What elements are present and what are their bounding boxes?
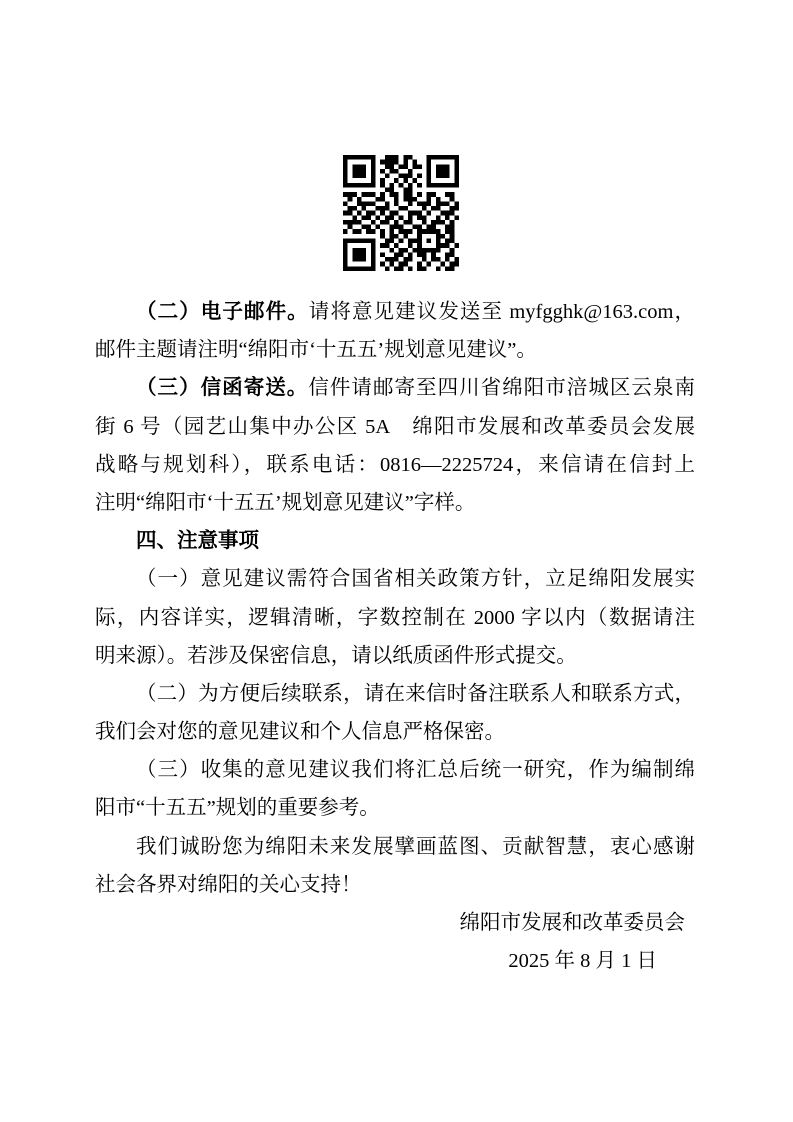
text-run: 2025 年 8 月 1 日	[508, 950, 657, 973]
text-line	[95, 675, 695, 713]
bold-text-run: （二）电子邮件。	[136, 300, 309, 323]
text-run: ，来信请在信封上	[513, 453, 695, 476]
heading-notes	[95, 522, 695, 560]
text-line	[95, 828, 695, 866]
signature-date	[95, 942, 695, 980]
text-line	[95, 599, 695, 637]
email-address: myfgghk@163.com	[509, 301, 674, 323]
text-run: ，	[673, 301, 695, 323]
text-run: 际，内容详实，逻辑清晰，字数控制在 2000 字以内（数据请注	[95, 606, 695, 629]
text-run: 注明“绵阳市‘十五五’规划意见建议”字样。	[95, 491, 476, 514]
text-line	[95, 446, 695, 484]
para-mail	[95, 369, 695, 522]
text-run: 我们会对您的意见建议和个人信息严格保密。	[95, 721, 505, 744]
text-line	[95, 522, 695, 560]
text-run: （一）意见建议需符合国省相关政策方针，立足绵阳发展实	[136, 568, 695, 591]
text-line	[95, 331, 695, 369]
text-run: 阳市“十五五”规划的重要参考。	[95, 797, 380, 820]
text-run: （三）收集的意见建议我们将汇总后统一研究，作为编制绵	[136, 759, 695, 782]
para-closing	[95, 828, 695, 904]
text-run: 明来源）。若涉及保密信息，请以纸质函件形式提交。	[95, 644, 577, 667]
text-line	[95, 560, 695, 598]
text-run: 邮件主题请注明“绵阳市‘十五五’规划意见建议”。	[95, 339, 537, 362]
text-line	[95, 293, 695, 331]
text-line	[95, 484, 695, 522]
text-run: 战略与规划科），联系电话：	[95, 453, 381, 476]
text-run: 社会各界对绵阳的关心支持！	[95, 873, 362, 896]
text-run: 绵阳市发展和改革委员会	[459, 912, 685, 934]
text-line	[95, 637, 695, 675]
text-line	[95, 904, 695, 942]
text-line	[95, 942, 695, 980]
phone-number: 0816—2225724	[380, 453, 514, 476]
qr-code-icon	[343, 155, 459, 271]
bold-text-run: 四、注意事项	[136, 529, 259, 553]
text-line	[95, 866, 695, 904]
text-run: 街 6 号（园艺山集中办公区 5A 绵阳市发展和改革委员会发展	[95, 415, 695, 438]
signature-org	[95, 904, 695, 942]
document-body	[95, 293, 695, 980]
para-note-3	[95, 751, 695, 827]
text-line	[95, 408, 695, 446]
text-run: 请将意见建议发送至	[308, 301, 510, 323]
text-line	[95, 369, 695, 407]
para-note-1	[95, 560, 695, 675]
para-note-2	[95, 675, 695, 751]
text-line	[95, 789, 695, 827]
qr-code-graphic	[343, 155, 459, 271]
bold-text-run: （三）信函寄送。	[136, 376, 309, 400]
text-run: 信件请邮寄至四川省绵阳市涪城区云泉南	[308, 377, 695, 400]
text-line	[95, 751, 695, 789]
text-run: 我们诚盼您为绵阳未来发展擘画蓝图、贡献智慧，衷心感谢	[136, 835, 695, 858]
text-run: （二）为方便后续联系，请在来信时备注联系人和联系方式，	[136, 682, 695, 705]
text-line	[95, 713, 695, 751]
para-email	[95, 293, 695, 369]
